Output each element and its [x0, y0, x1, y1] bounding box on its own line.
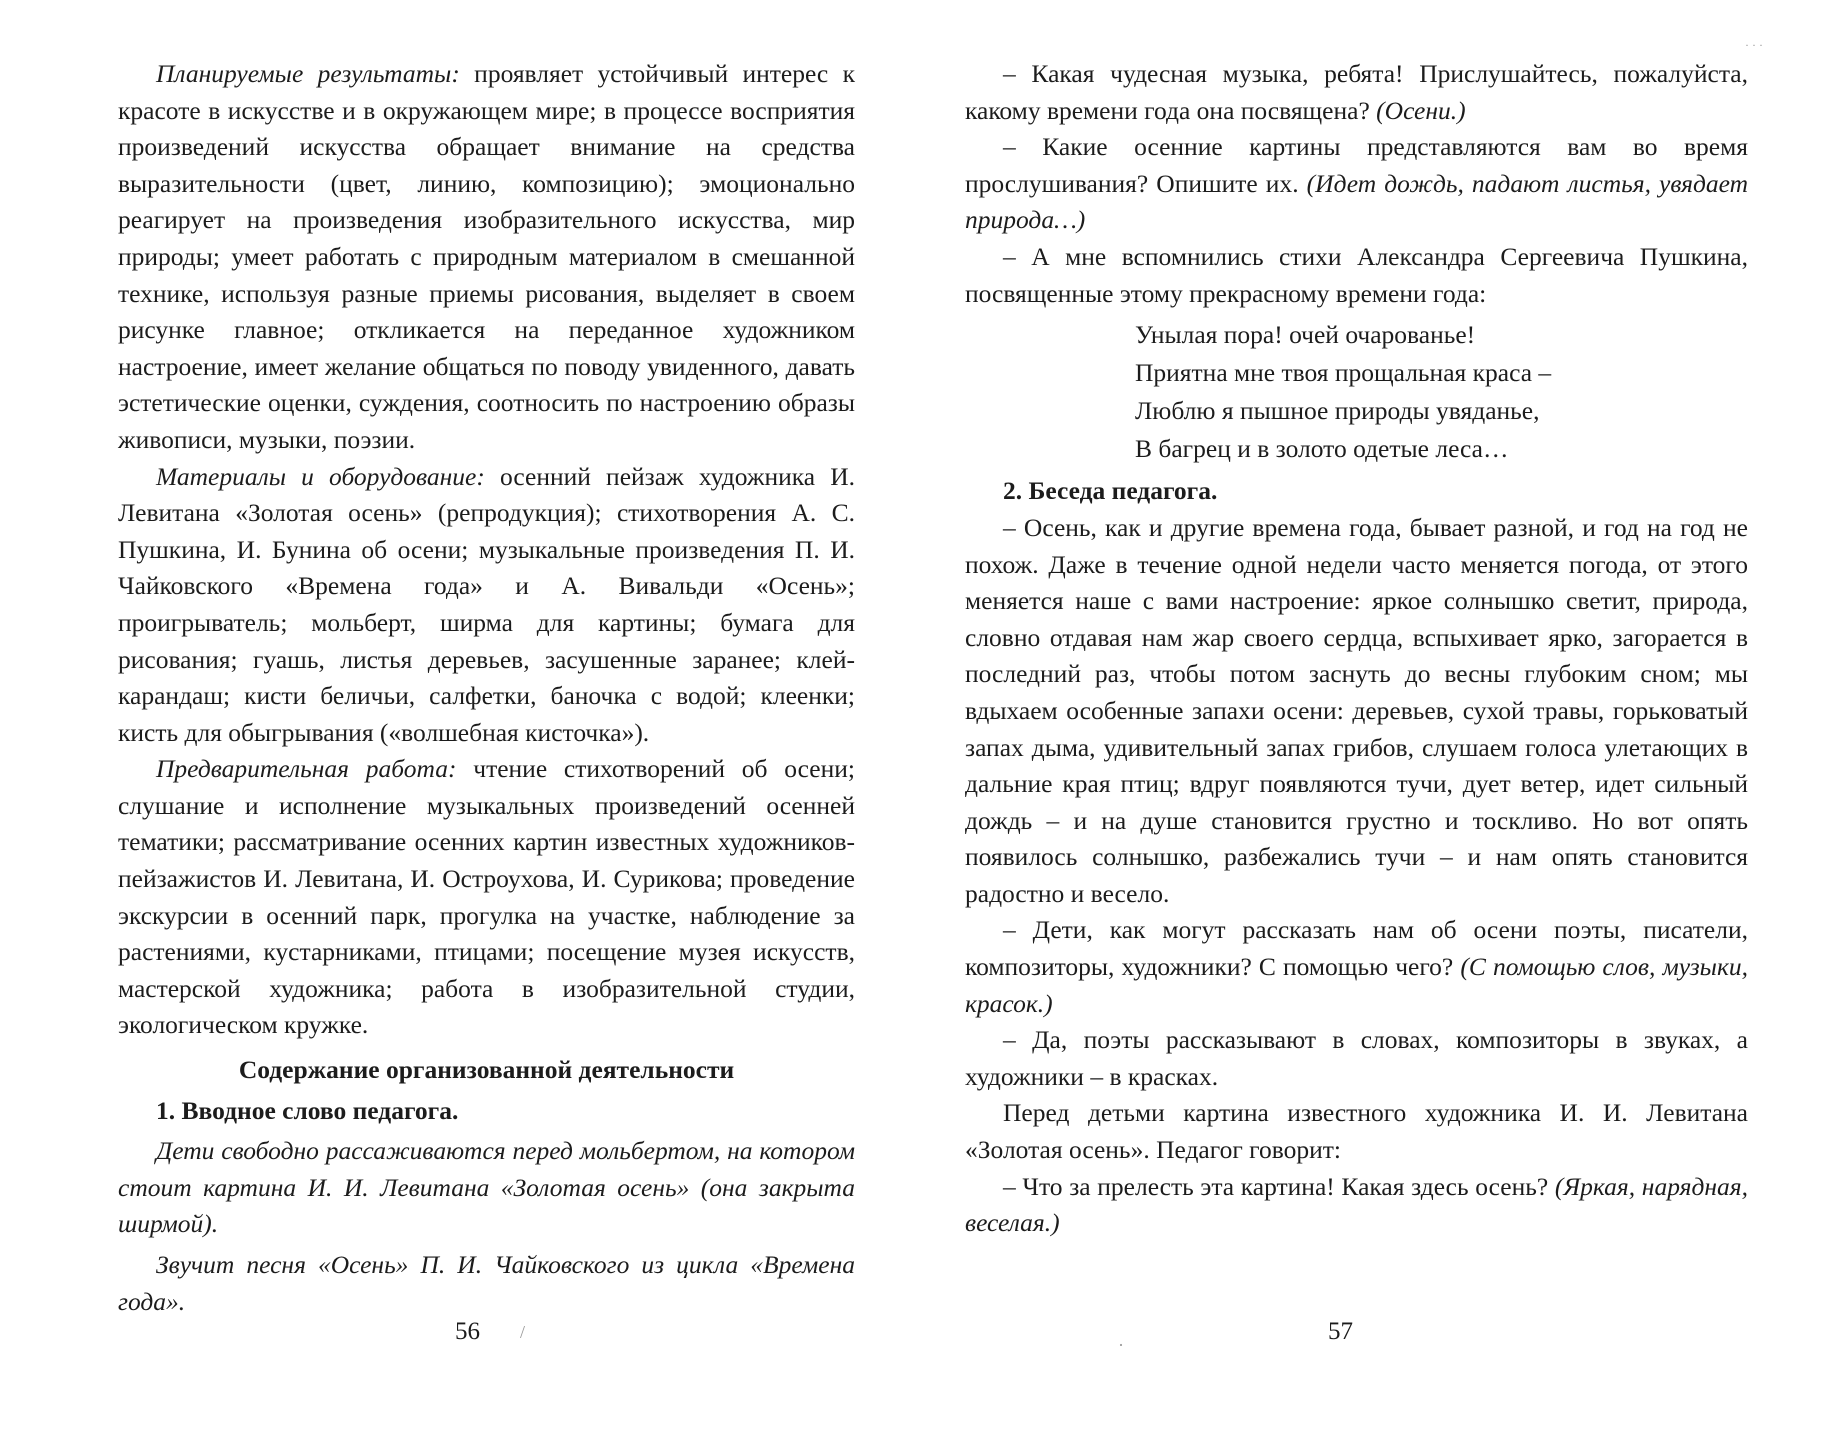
pushkin-poem: [1135, 316, 1748, 467]
materials-label: Материалы и оборудование:: [156, 461, 485, 491]
poem-line: В багрец и в золото одетые леса…: [1135, 433, 1509, 463]
page-number-left: 56: [455, 1318, 480, 1345]
question-artists-text: – Дети, как могут рассказать нам об осени поэты, писатели, композиторы, художники? С помощью чего?: [965, 915, 1748, 982]
poem-line: Унылая пора! очей очарованье!: [1135, 320, 1476, 350]
materials-paragraph: [118, 459, 855, 752]
right-page: [965, 56, 1748, 1242]
section-title: Содержание организованной деятельности: [238, 1055, 735, 1085]
left-page: [118, 56, 855, 1320]
preliminary-paragraph: [118, 751, 855, 1044]
poem-line: Приятна мне твоя прощальная краса –: [1135, 357, 1552, 387]
question-music-answer: (Осени.): [1369, 95, 1466, 125]
page-number-right: 57: [1328, 1318, 1353, 1345]
step2-text: – Осень, как и другие времена года, бывает разной, и год на год не похож. Даже в течение одной недели часто меняется погода, от этого меняется наше с вами настроение: яркое солнышко светит, природа, словно отдавая нам жар своего сердца, вспыхивает ярко, загорается в последний раз, чтобы потом заснуть до весны глубоким сном; мы вдыхаем особенные запахи осени: деревьев, сухой травы, горьковатый запах дыма, удивительный запах грибов, слушаем голоса улетающих в дальние края птиц; вдруг появляются тучи, дует ветер, идет сильный дождь – и на душе становится грустно и тоскливо. Но вот опять появилось солнышко, разбежались тучи – и нам опять становится радостно и весело.: [965, 512, 1748, 908]
question-autumn: [965, 1169, 1748, 1242]
question-pictures: [965, 129, 1748, 239]
step1-note-seating: Дети свободно рассаживаются перед мольбертом, на котором стоит картина И. И. Левитана «Золотая осень» (она закрыта ширмой).: [118, 1136, 855, 1239]
painting-paragraph: Перед детьми картина известного художника И. И. Левитана «Золотая осень». Педагог говорит:: [965, 1098, 1748, 1165]
preliminary-text: чтение стихотворений об осени; слушание и исполнение музыкальных произведений осенней тематики; рассматривание осенних картин известных художников-пейзажистов И. Левитана, И. Остроухова, И. Сурикова; проведение экскурсии в осенний парк, прогулка на участке, наблюдение за растениями, кустарниками, птицами; посещение музея искусств, мастерской художника; работа в изобразительной студии, экологическом кружке.: [118, 754, 855, 1040]
step1-title: 1. Вводное слово педагога.: [156, 1095, 459, 1125]
planned-results-paragraph: [118, 56, 855, 459]
scan-mark: /: [520, 1322, 526, 1342]
poets-paragraph: – Да, поэты рассказывают в словах, композиторы в звуках, а художники – в красках.: [965, 1025, 1748, 1091]
poem-line: Люблю я пышное природы увяданье,: [1135, 395, 1540, 425]
question-artists: [965, 912, 1748, 1022]
question-artists-answer: (С помощью слов, музыки, красок.): [965, 952, 1748, 1018]
scan-mark: · · ·: [1745, 38, 1763, 52]
planned-results-label: Планируемые результаты:: [156, 59, 460, 88]
materials-text: осенний пейзаж художника И. Левитана «Золотая осень» (репродукция); стихотворения А. С. Пушкина, И. Бунина об осени; музыкальные произведения П. И. Чайковского «Времена года» и А. Вивальди «Осень»; проигрыватель; мольберт, ширма для картины; бумага для рисования; гуашь, листья деревьев, засушенные заранее; клей-карандаш; кисти беличьи, салфетки, баночка с водой; клеенки; кисть для обыгрывания («волшебная кисточка»).: [118, 461, 855, 747]
question-music: [965, 56, 1748, 129]
step1-note-music: Звучит песня «Осень» П. И. Чайковского из цикла «Времена года».: [118, 1250, 855, 1316]
pushkin-intro: – А мне вспомнились стихи Александра Сергеевича Пушкина, посвященные этому прекрасному времени года:: [965, 241, 1748, 308]
step2-title: 2. Беседа педагога.: [1003, 476, 1218, 506]
question-autumn-text: – Что за прелесть эта картина! Какая здесь осень?: [1003, 1171, 1549, 1201]
question-pictures-text: – Какие осенние картины представляются вам во время прослушивания? Опишите их.: [965, 132, 1748, 198]
question-pictures-answer: (Идет дождь, падают листья, увядает природа…): [965, 168, 1748, 235]
preliminary-label: Предварительная работа:: [156, 754, 457, 784]
question-music-text: – Какая чудесная музыка, ребята! Прислушайтесь, пожалуйста, какому времени года она посвящена?: [965, 59, 1748, 125]
question-autumn-answer: (Яркая, нарядная, веселая.): [965, 1171, 1748, 1238]
planned-results-text: проявляет устойчивый интерес к красоте в искусстве и в окружающем мире; в процессе восприятия произведений искусства обращает внимание на средства выразительности (цвет, линию, композицию); эмоционально реагирует на произведения изобразительного искусства, мир природы; умеет работать с природным материалом в смешанной технике, используя разные приемы рисования, выделяет в своем рисунке главное; откликается на переданное художником настроение, имеет желание общаться по поводу увиденного, давать эстетические оценки, суждения, соотносить по настроению образы живописи, музыки, поэзии.: [118, 59, 855, 454]
scan-mark: ·: [1118, 1335, 1124, 1355]
